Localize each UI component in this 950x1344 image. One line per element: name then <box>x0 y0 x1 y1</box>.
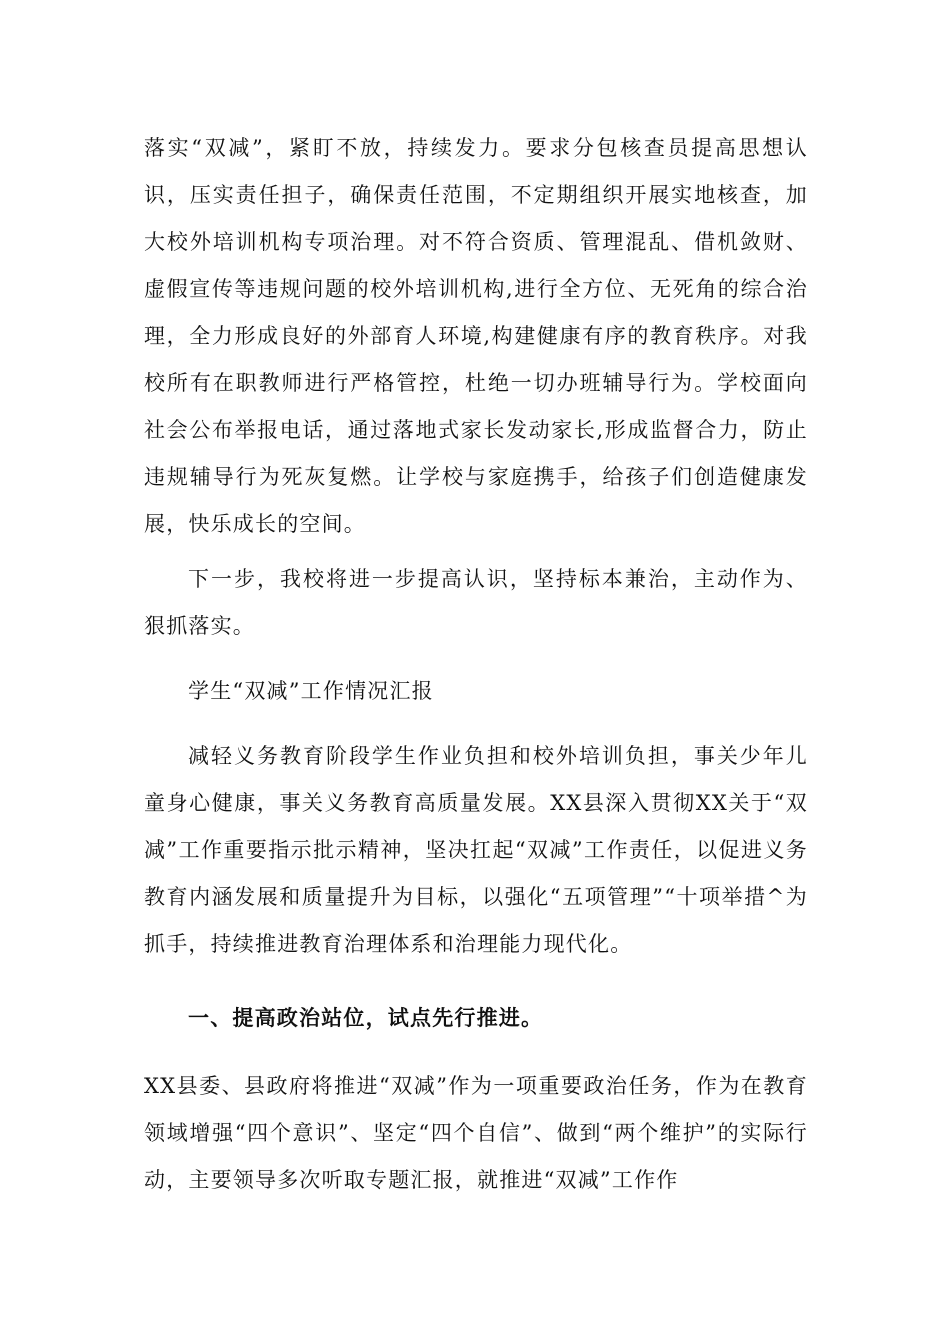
document-page <box>144 125 808 1204</box>
body-paragraph-1: 落实“双减”，紧盯不放，持续发力。要求分包核查员提高思想认识，压实责任担子，确保责任范围，不定期组织开展实地核查，加大校外培训机构专项治理。对不符合资质、管理混乱、借机敛财、虚假宣传等违规问题的校外培训机构,进行全方位、无死角的综合治理，全力形成良好的外部育人环境,构建健康有序的教育秩序。对我校所有在职教师进行严格管控，杜绝一切办班辅导行为。学校面向社会公布举报电话，通过落地式家长发动家长,形成监督合力，防止违规辅导行为死灰复燃。让学校与家庭携手，给孩子们创造健康发展，快乐成长的空间。 <box>144 136 808 536</box>
section-heading-1: 一、提高政治站位，试点先行推进。 <box>188 1005 544 1030</box>
body-paragraph-4: XX县委、县政府将推进“双减”作为一项重要政治任务，作为在教育领域增强“四个意识”、坚定“四个自信”、做到“两个维护”的实际行动，主要领导多次听取专题汇报，就推进“双减”工作作 <box>144 1074 808 1192</box>
body-paragraph-3: 减轻义务教育阶段学生作业负担和校外培训负担，事关少年儿童身心健康，事关义务教育高质量发展。XX县深入贯彻XX关于“双减”工作重要指示批示精神，坚决扛起“双减”工作责任，以促进义务教育内涵发展和质量提升为目标，以强化“五项管理”“十项举措^为抓手，持续推进教育治理体系和治理能力现代化。 <box>144 744 808 956</box>
body-paragraph-2: 下一步，我校将进一步提高认识，坚持标本兼治，主动作为、狠抓落实。 <box>144 567 808 638</box>
section-title: 学生“双减”工作情况汇报 <box>188 679 434 703</box>
